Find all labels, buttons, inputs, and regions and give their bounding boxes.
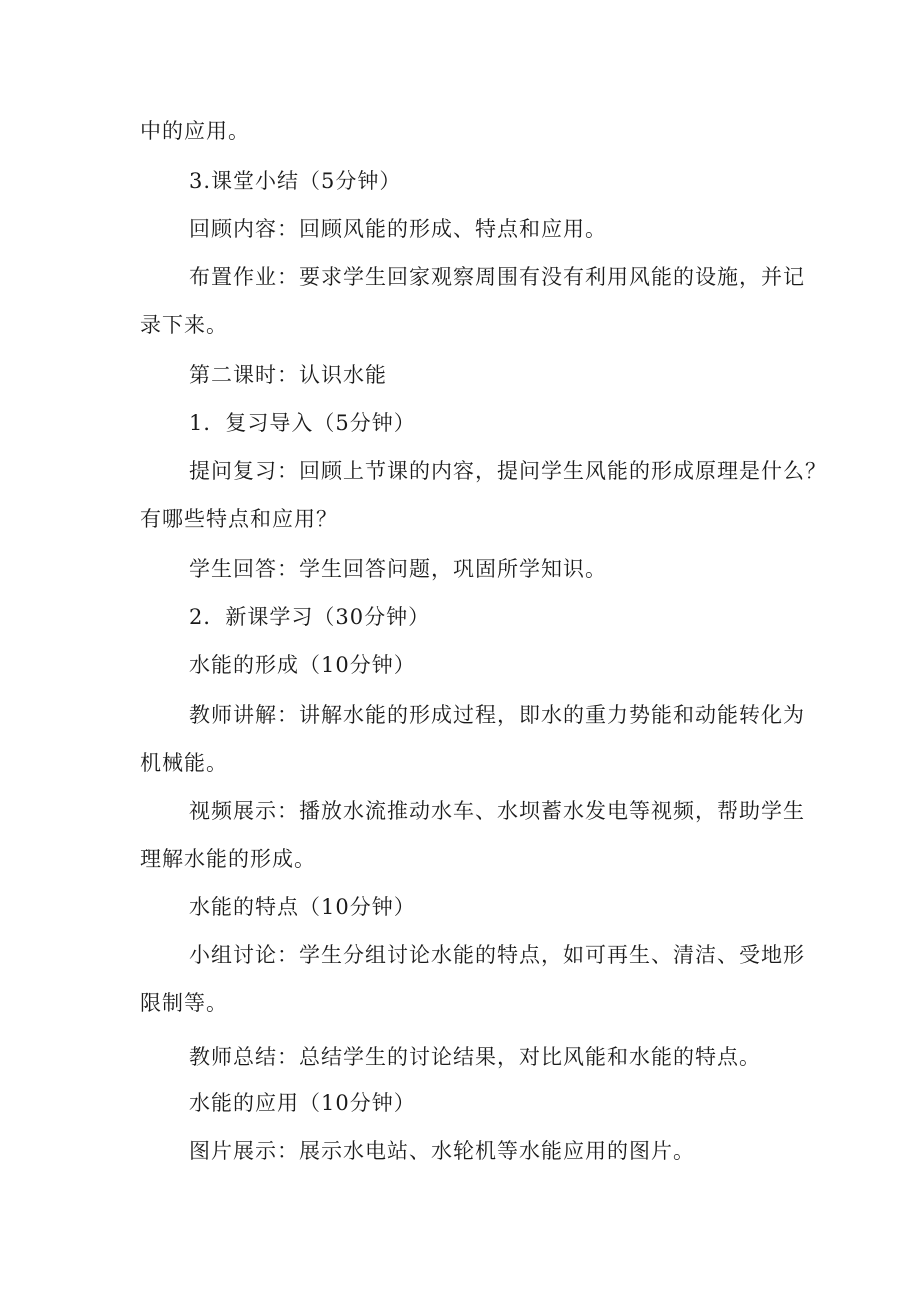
paragraph-video-line-1: 视频展示：播放水流推动水车、水坝蓄水发电等视频，帮助学生 — [189, 799, 805, 823]
section-heading-class-summary: 3.课堂小结（5分钟） — [189, 169, 402, 193]
paragraph-video-line-2: 理解水能的形成。 — [140, 847, 316, 871]
paragraph-picture-display: 图片展示：展示水电站、水轮机等水能应用的图片。 — [189, 1139, 695, 1163]
paragraph-review-content: 回顾内容：回顾风能的形成、特点和应用。 — [189, 217, 607, 241]
paragraph-question-review-line-1: 提问复习：回顾上节课的内容，提问学生风能的形成原理是什么？ — [189, 459, 827, 483]
paragraph-group-discussion-line-1: 小组讨论：学生分组讨论水能的特点，如可再生、清洁、受地形 — [189, 943, 805, 967]
paragraph-student-answer: 学生回答：学生回答问题，巩固所学知识。 — [189, 557, 607, 581]
text-line-continuation: 中的应用。 — [140, 119, 250, 143]
section-heading-new-lesson: 2．新课学习（30分钟） — [189, 605, 431, 629]
paragraph-homework-line-2: 录下来。 — [140, 313, 228, 337]
paragraph-teacher-explain-line-1: 教师讲解：讲解水能的形成过程，即水的重力势能和动能转化为 — [189, 703, 805, 727]
subheading-water-energy-applications: 水能的应用（10分钟） — [189, 1091, 416, 1115]
subheading-water-energy-formation: 水能的形成（10分钟） — [189, 653, 416, 677]
subheading-water-energy-features: 水能的特点（10分钟） — [189, 895, 416, 919]
heading-second-lesson: 第二课时：认识水能 — [189, 363, 387, 387]
paragraph-homework-line-1: 布置作业：要求学生回家观察周围有没有利用风能的设施，并记 — [189, 265, 805, 289]
paragraph-teacher-summary: 教师总结：总结学生的讨论结果，对比风能和水能的特点。 — [189, 1045, 761, 1069]
paragraph-question-review-line-2: 有哪些特点和应用？ — [140, 507, 338, 531]
paragraph-group-discussion-line-2: 限制等。 — [140, 991, 228, 1015]
section-heading-review-intro: 1．复习导入（5分钟） — [189, 411, 416, 435]
paragraph-teacher-explain-line-2: 机械能。 — [140, 751, 228, 775]
